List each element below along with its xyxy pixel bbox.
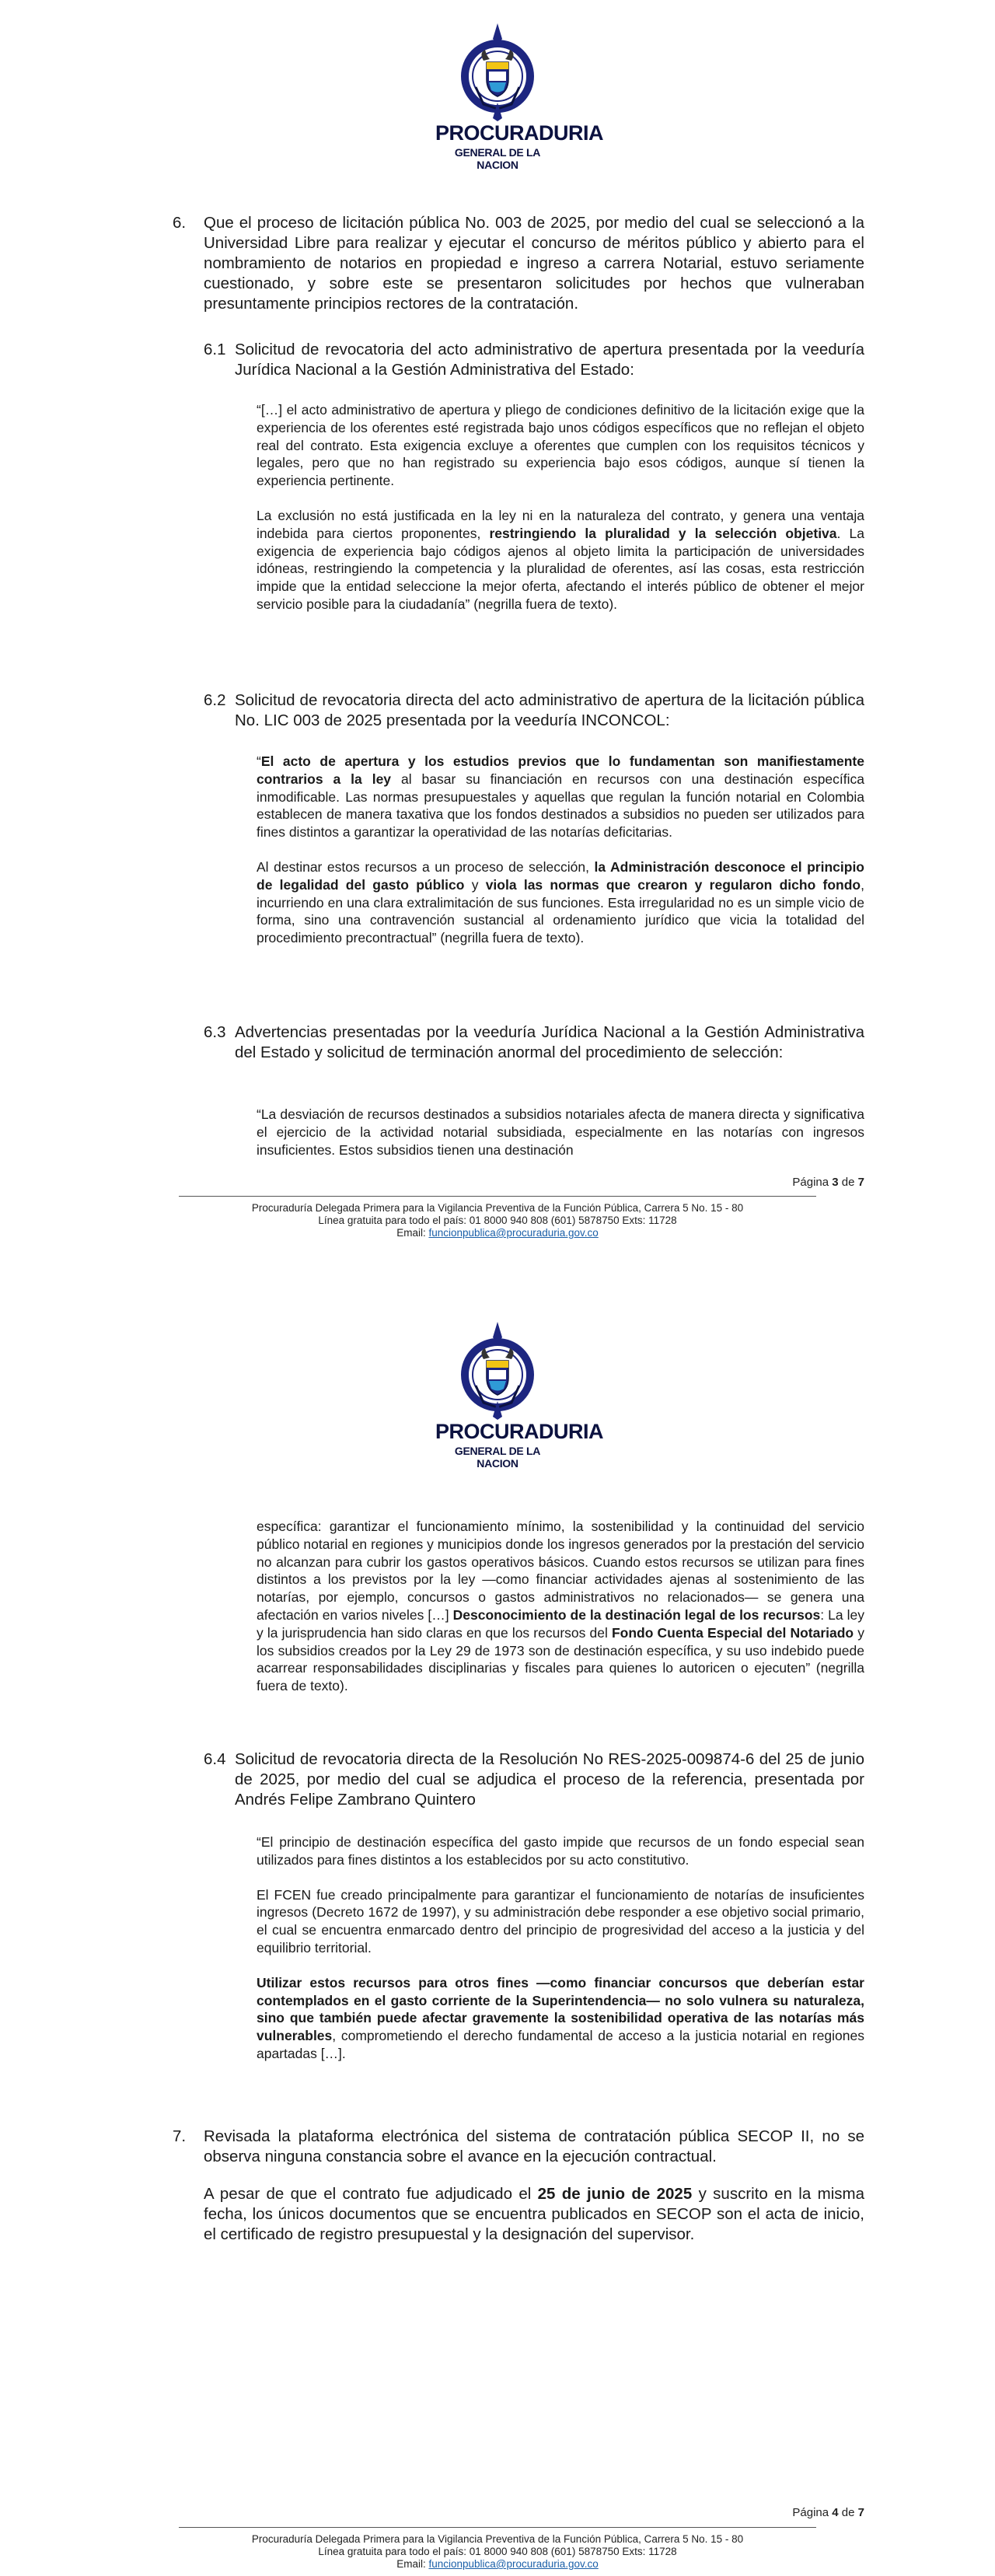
- footer-email: Email: funcionpublica@procuraduria.gov.co: [396, 1227, 599, 1239]
- item-6: [204, 213, 864, 314]
- footer: [179, 2533, 816, 2571]
- page-4: [0, 1306, 995, 2576]
- footer: [179, 1202, 816, 1239]
- quote-paragraph: “El acto de apertura y los estudios previos que lo fundamentan son manifiestamente contrarios a la ley al basar su financiación en recursos con una destinación específica inmodificable. Las normas presupuestales y aquellas que regulan la función notarial en Colombia establecen de manera taxativa que los fondos destinados a subsidios no pueden ser utilizados para fines distintos a garantizar la operatividad de las notarías deficitarias.: [257, 753, 864, 841]
- header-logo: [435, 1320, 603, 1470]
- quote-paragraph: “[…] el acto administrativo de apertura y pliego de condiciones definitivo de la licitación exige que la experiencia de los oferentes esté registrada bajo unos códigos específicos que no reflejan el objeto real del contrato. Esta exigencia excluye a oferentes que cumplen con los requisitos técnicos y legales, pero que no han registrado su experiencia bajo esos códigos, aunque sí tienen la experiencia pertinente.: [257, 402, 864, 489]
- footer-address: Procuraduría Delegada Primera para la Vigilancia Preventiva de la Función Pública, Carrera 5 No. 15 - 80: [251, 1202, 744, 1214]
- subsection-number: 6.2: [204, 691, 226, 709]
- footer-rule: [179, 2527, 816, 2528]
- subsection-title: Solicitud de revocatoria directa del acto administrativo de apertura de la licitación pública No. LIC 003 de 2025 presentada por la veeduría INCONCOL:: [235, 691, 864, 729]
- logo-subtitle: GENERAL DE LA NACION: [454, 146, 541, 171]
- footer-phone: Línea gratuita para todo el país: 01 8000 940 808 (601) 5878750 Exts: 11728: [318, 1215, 677, 1226]
- footer-phone: Línea gratuita para todo el país: 01 8000 940 808 (601) 5878750 Exts: 11728: [318, 2546, 677, 2557]
- subsection-number: 6.1: [204, 341, 226, 358]
- subsection-title: Advertencias presentadas por la veeduría Jurídica Nacional a la Gestión Administrativa del Estado y solicitud de terminación anormal del procedimiento de selección:: [235, 1023, 864, 1061]
- quote-6-3: [257, 1106, 864, 1159]
- page-3: [0, 0, 995, 1239]
- page-number: Página 3 de 7: [792, 1176, 864, 1189]
- paragraph: A pesar de que el contrato fue adjudicado el 25 de junio de 2025 y suscrito en la misma fecha, los únicos documentos que se encuentra publicados en SECOP son el acta de inicio, el certificado de registro presupuestal y la designación del supervisor.: [204, 2185, 864, 2243]
- quote-paragraph: “El principio de destinación específica del gasto impide que recursos de un fondo especial sean utilizados para fines distintos a los establecidos por su acto constitutivo.: [257, 1834, 864, 1868]
- logo-title: PROCURADURIA: [435, 121, 603, 145]
- subsection-6-4: [204, 1749, 864, 1810]
- quote-6-2: [257, 753, 864, 947]
- paragraph: Revisada la plataforma electrónica del sistema de contratación pública SECOP II, no se observa ninguna constancia sobre el avance en la ejecución contractual.: [204, 2127, 864, 2165]
- footer-address: Procuraduría Delegada Primera para la Vigilancia Preventiva de la Función Pública, Carrera 5 No. 15 - 80: [251, 2533, 744, 2545]
- footer-email: Email: funcionpublica@procuraduria.gov.co: [396, 2558, 599, 2570]
- quote-paragraph: La exclusión no está justificada en la ley ni en la naturaleza del contrato, y genera una ventaja indebida para ciertos proponentes, restringiendo la pluralidad y la selección objetiva. La exigencia de experiencia bajo códigos ajenos al objeto limita la participación de universidades idóneas, restringiendo la competencia y la pluralidad de oferentes, así las cosas, esta restricción impide que la entidad seleccione la mejor oferta, afectando el interés público de obtener el mejor servicio posible para la ciudadanía” (negrilla fuera de texto).: [257, 507, 864, 612]
- logo-title: PROCURADURIA: [435, 1420, 603, 1443]
- quote-6-4: [257, 1833, 864, 2063]
- email-link[interactable]: funcionpublica@procuraduria.gov.co: [428, 1227, 599, 1239]
- quote-paragraph: “La desviación de recursos destinados a subsidios notariales afecta de manera directa y significativa el ejercicio de la actividad notarial subsidiada, especialmente en las notarías con ingresos insuficientes. Estos subsidios tienen una destinación: [257, 1106, 864, 1158]
- quote-6-1: [257, 401, 864, 613]
- item-number: 7.: [173, 2127, 187, 2145]
- subsection-number: 6.4: [204, 1750, 226, 1768]
- page-number: Página 4 de 7: [792, 2506, 864, 2519]
- logo-subtitle: GENERAL DE LA NACION: [454, 1445, 541, 1470]
- procuraduria-seal-icon: [435, 22, 560, 123]
- subsection-6-3: [204, 1022, 864, 1063]
- footer-rule: [179, 1196, 816, 1197]
- subsection-number: 6.3: [204, 1023, 226, 1041]
- header-logo: [435, 22, 603, 171]
- subsection-6-1: [204, 340, 864, 380]
- subsection-title: Solicitud de revocatoria del acto administrativo de apertura presentada por la veeduría Jurídica Nacional a la Gestión Administrativa del Estado:: [235, 341, 864, 379]
- quote-paragraph: específica: garantizar el funcionamiento mínimo, la sostenibilidad y la continuidad del servicio público notarial en regiones y municipios donde los ingresos generados por la prestación del servicio no alcanzan para cubrir los gastos operativos básicos. Cuando estos recursos se utilizan para fines distintos a los previstos por la ley —como financiar actividades ajenas al sostenimiento de las notarías, por ejemplo, concursos o gastos administrativos no relacionados— se genera una afectación en varios niveles […] Desconocimiento de la destinación legal de los recursos: La ley y la jurisprudencia han sido claras en que los recursos del Fondo Cuenta Especial del Notariado y los subsidios creados por la Ley 29 de 1973 son de destinación específica, y su uso indebido puede acarrear responsabilidades disciplinarias y fiscales para quienes lo autoricen o ejecuten” (negrilla fuera de texto).: [257, 1519, 864, 1694]
- paragraph: Que el proceso de licitación pública No. 003 de 2025, por medio del cual se seleccionó a la Universidad Libre para realizar y ejecutar el concurso de méritos público y abierto para el nombramiento de notarios en propiedad e ingreso a carrera Notarial, estuvo seriamente cuestionado, y sobre este se presentaron solicitudes por hechos que vulneraban presuntamente principios rectores de la contratación.: [204, 214, 864, 313]
- subsection-6-2: [204, 690, 864, 731]
- email-link[interactable]: funcionpublica@procuraduria.gov.co: [428, 2558, 599, 2570]
- item-7: [204, 2127, 864, 2245]
- quote-paragraph: El FCEN fue creado principalmente para garantizar el funcionamiento de notarías de insuficientes ingresos (Decreto 1672 de 1997), y su administración debe responder a ese objetivo social primario, el cual se encuentra enmarcado dentro del principio de progresividad del acceso a la justicia y del equilibrio territorial.: [257, 1886, 864, 1956]
- quote-paragraph: Al destinar estos recursos a un proceso de selección, la Administración desconoce el principio de legalidad del gasto público y viola las normas que crearon y regularon dicho fondo, incurriendo en una clara extralimitación de sus funciones. Esta irregularidad no es un simple vicio de forma, sino una contravención sustancial al ordenamiento jurídico que vicia la totalidad del procedimiento precontractual” (negrilla fuera de texto).: [257, 858, 864, 946]
- quote-6-3-continued: [257, 1518, 864, 1695]
- subsection-title: Solicitud de revocatoria directa de la Resolución No RES-2025-009874-6 del 25 de junio de 2025, por medio del cual se adjudica el proceso de la referencia, presentada por Andrés Felipe Zambrano Quintero: [235, 1750, 864, 1809]
- item-number: 6.: [173, 214, 187, 232]
- quote-paragraph: Utilizar estos recursos para otros fines —como financiar concursos que deberían estar contemplados en el gasto corriente de la Superintendencia— no solo vulnera su naturaleza, sino que también puede afectar gravemente la sostenibilidad operativa de las notarías más vulnerables, comprometiendo el derecho fundamental de acceso a la justicia notarial en regiones apartadas […].: [257, 1974, 864, 2061]
- procuraduria-seal-icon: [435, 1320, 560, 1421]
